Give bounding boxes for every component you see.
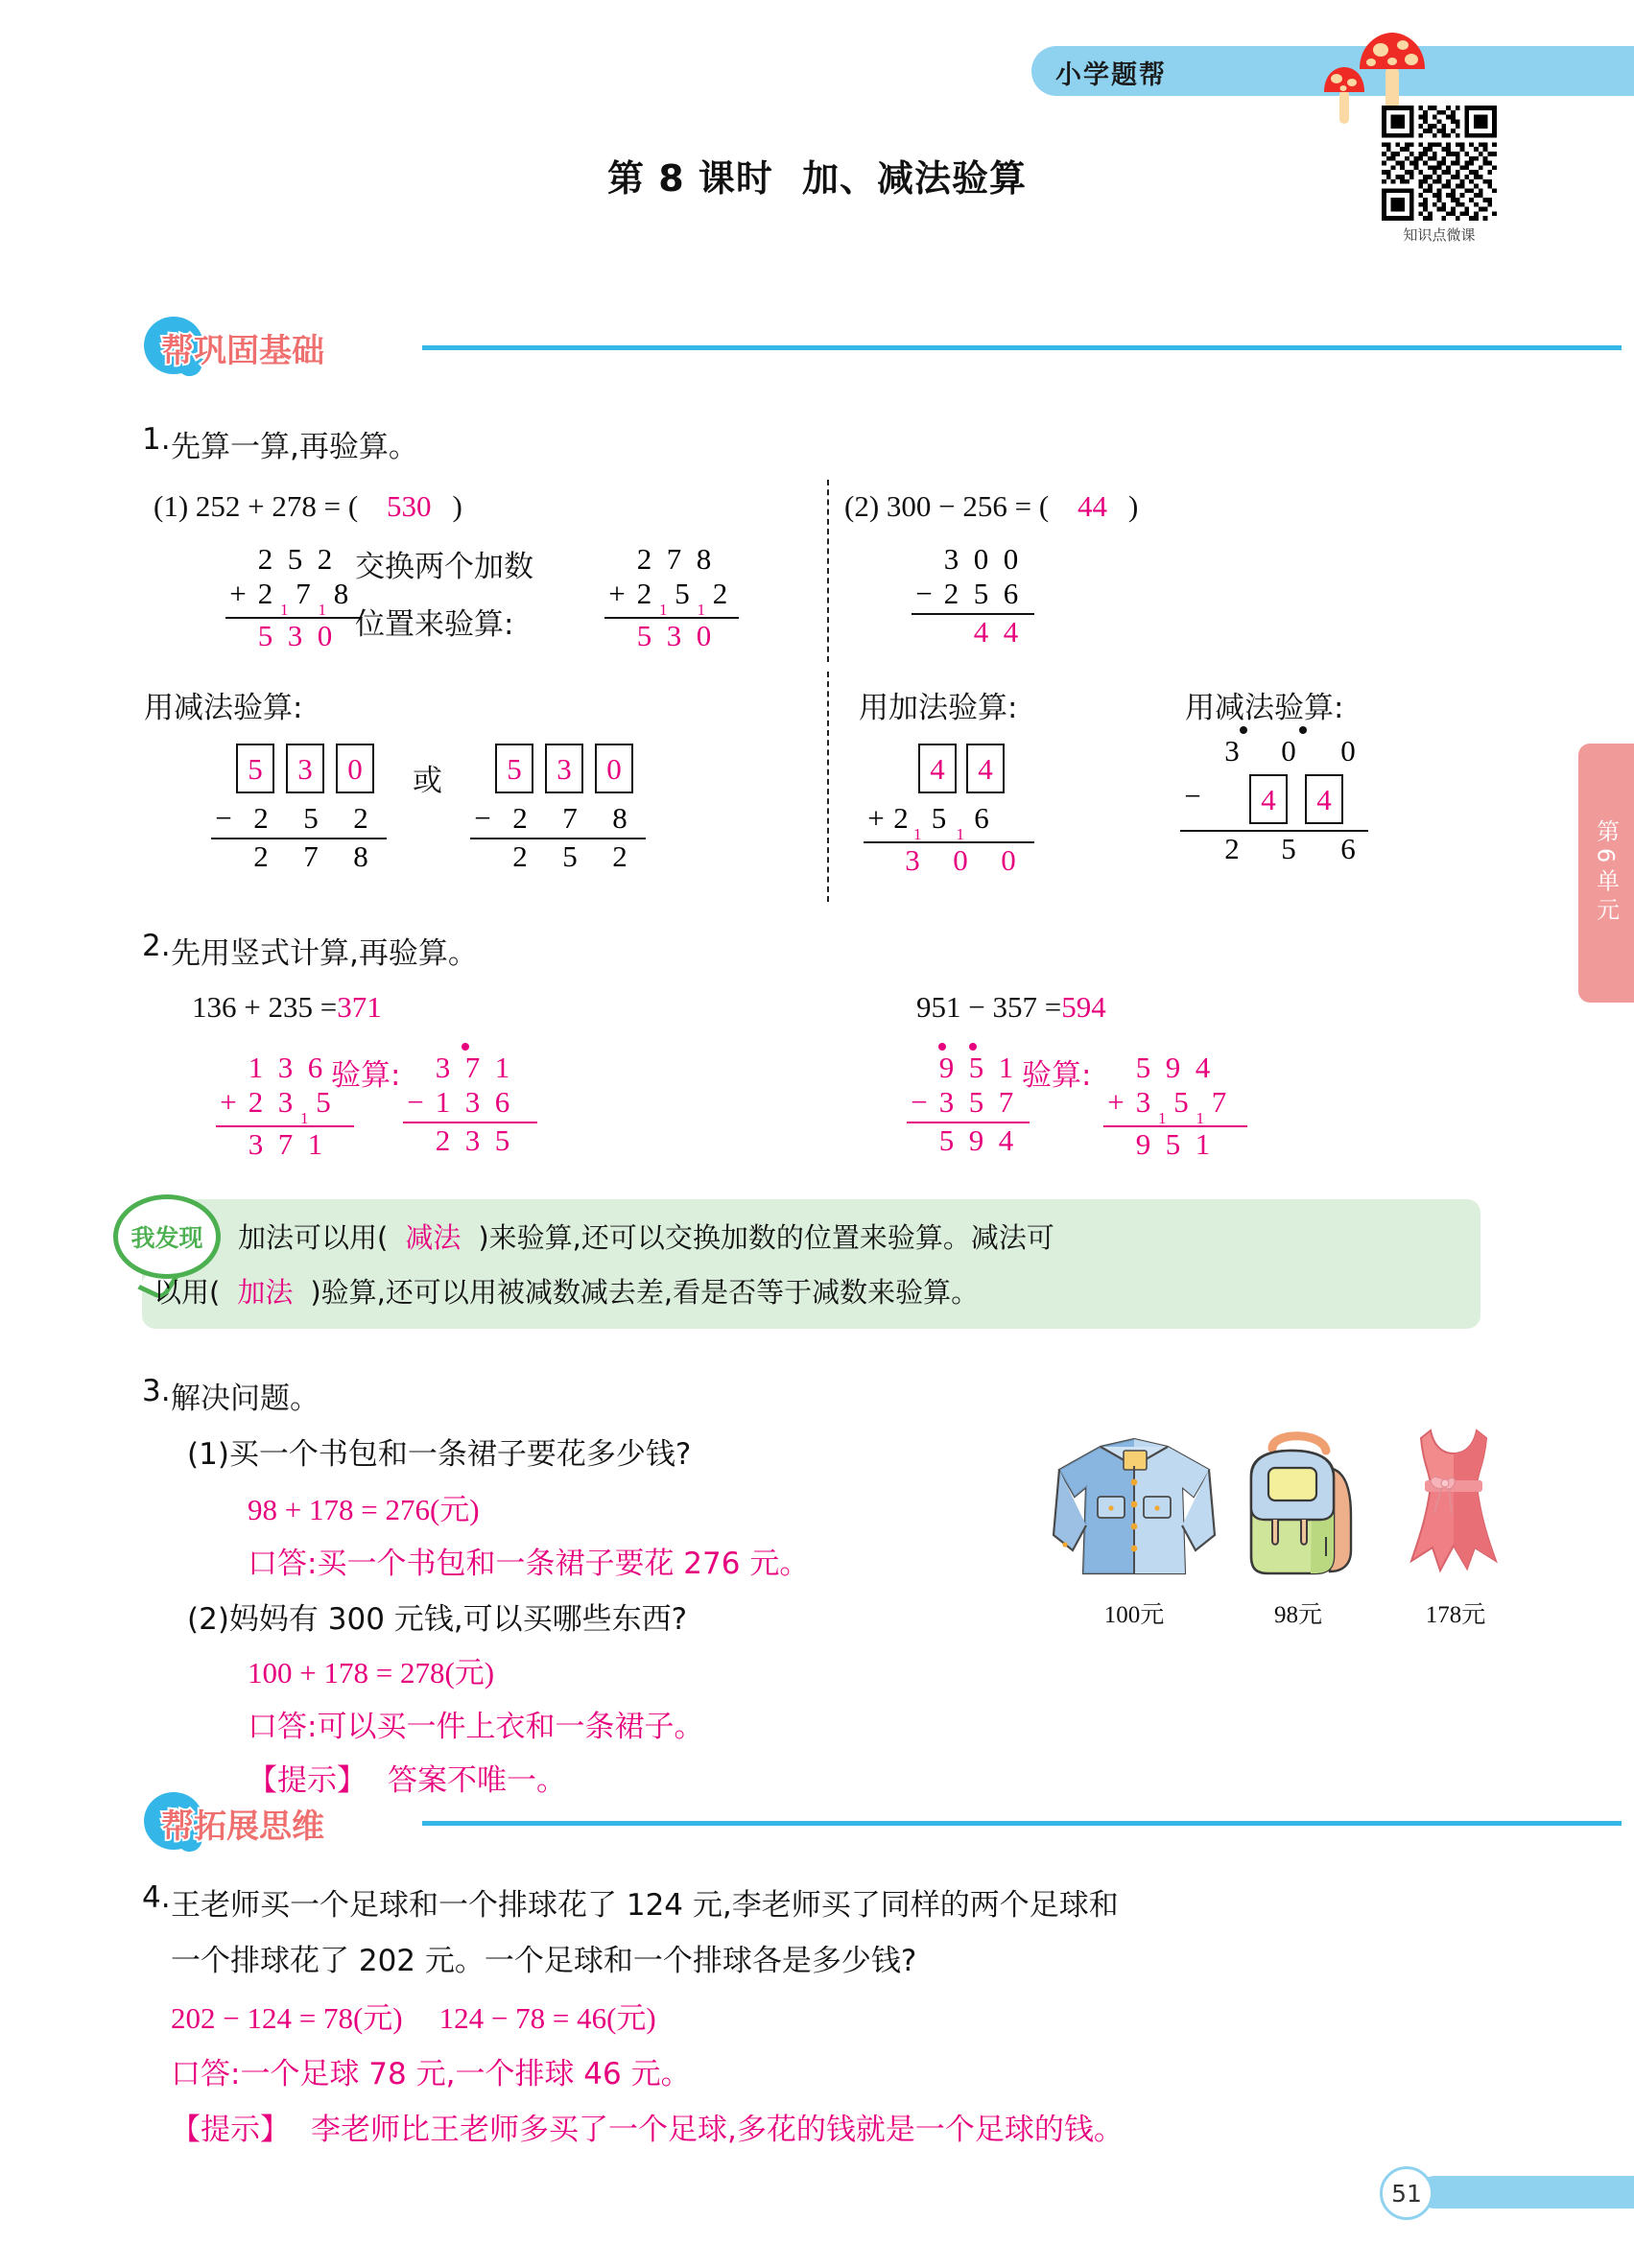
brand-label: 小学题帮 xyxy=(1055,60,1167,90)
section-header-consolidate xyxy=(144,317,1478,374)
q3-p1-work[interactable]: 98 + 178 = 276(元) xyxy=(248,1493,480,1526)
q1-column-divider xyxy=(827,480,829,662)
q1a-v1-bottom: + 2 $_1$ 7 $_1$ 8 xyxy=(229,577,349,620)
q3-prompt: 解决问题。 xyxy=(171,1382,320,1416)
q2-right-answer[interactable]: 594 xyxy=(1061,990,1106,1024)
q1b-vertical xyxy=(912,542,1034,650)
q1b-cs-boxes[interactable]: − 4 4 xyxy=(1180,774,1378,824)
q1-number: 1. xyxy=(142,422,171,457)
q2l-v-top: 1 3 6 xyxy=(248,1051,323,1084)
q1b-cs-result: 2 5 6 xyxy=(1224,832,1356,865)
q2l-c-result: 2 3 5 xyxy=(435,1123,510,1157)
q1-column-divider-2 xyxy=(827,672,829,902)
q2-left-check xyxy=(403,1051,537,1158)
q3-p2-question: (2)妈妈有 300 元钱,可以买哪些东西? xyxy=(187,1602,688,1637)
q1b-check-add xyxy=(864,744,1034,878)
discovery-blank-2[interactable]: 加法 xyxy=(237,1276,294,1309)
q2-right-equation: 951 − 357 =594 xyxy=(916,990,1106,1024)
borrow-dot-q2r-2 xyxy=(969,1043,977,1051)
q3-p1-answer[interactable]: 口答:买一个书包和一条裙子要花 276 元。 xyxy=(248,1547,810,1581)
discovery-bubble-label: 我发现 xyxy=(130,1224,203,1252)
discovery-line-1: 加法可以用( 减法 )来验算,还可以交换加数的位置来验算。减法可 xyxy=(238,1221,1054,1254)
q2-right-check-word: 验算: xyxy=(1022,1058,1092,1093)
q1a-answer[interactable]: 530 xyxy=(386,489,432,523)
q3-p1-question: (1)买一个书包和一条裙子要花多少钱? xyxy=(187,1437,692,1472)
page-title xyxy=(0,149,1634,201)
q4-line-1: 王老师买一个足球和一个排球花了 124 元,李老师买了同样的两个足球和 xyxy=(171,1888,1119,1923)
q2l-c-bottom: − 1 3 6 xyxy=(407,1085,510,1119)
q1b-check-sub-label: 用减法验算: xyxy=(1185,691,1344,725)
q4-hint: 【提示】 李老师比王老师多买了一个足球,多花的钱就是一个足球的钱。 xyxy=(171,2113,1124,2147)
q3-p2-answer[interactable]: 口答:可以买一件上衣和一条裙子。 xyxy=(248,1710,704,1744)
q1b-v-top: 3 0 0 xyxy=(943,542,1019,576)
q1a-check-2 xyxy=(470,744,646,874)
q1a-v1-sum[interactable]: 5 3 0 xyxy=(257,619,333,653)
q3-p2-work[interactable]: 100 + 178 = 278(元) xyxy=(248,1656,495,1689)
q2r-c-bottom: + 3 $_1$ 5 $_1$ 7 xyxy=(1107,1085,1227,1128)
q2r-v-bottom: − 3 5 7 xyxy=(911,1085,1014,1119)
q1a-vertical-1 xyxy=(225,542,360,653)
q2-left-check-word: 验算: xyxy=(331,1058,401,1093)
q4-number: 4. xyxy=(142,1880,171,1915)
q1a-note-line2: 位置来验算: xyxy=(355,607,514,642)
q2-number: 2. xyxy=(142,929,171,963)
q1b-check-sub xyxy=(1180,734,1378,866)
q2-right-vertical[interactable] xyxy=(907,1051,1030,1158)
unit-side-tab xyxy=(1578,744,1634,1003)
q1a-equation: (1) 252 + 278 = ( 530 ) xyxy=(154,489,462,523)
borrow-dot-q2l xyxy=(462,1043,469,1051)
footer-bar xyxy=(1418,2176,1634,2209)
unit-side-tab-label: 第6单元 xyxy=(1592,819,1620,927)
q1a-c2-boxes[interactable]: 5 3 0 xyxy=(470,744,646,793)
q1b-v-bottom: − 2 5 6 xyxy=(915,577,1019,610)
section-badge-label: 帮巩固基础 xyxy=(161,332,324,370)
q1a-c1-result: 2 7 8 xyxy=(253,839,368,873)
section2-rule xyxy=(422,1821,1622,1826)
q1a-v2-bottom: + 2 $_1$ 5 $_1$ 2 xyxy=(608,577,728,620)
q1b-cs-top: 3 0 0 xyxy=(1180,734,1378,768)
price-jacket: 100元 xyxy=(1103,1602,1165,1628)
q1b-check-add-label: 用加法验算: xyxy=(859,691,1018,725)
price-dress: 178元 xyxy=(1425,1602,1486,1628)
q1a-or: 或 xyxy=(413,764,442,798)
q1a-c1-boxes[interactable]: 5 3 0 xyxy=(211,744,387,793)
borrow-dot-2 xyxy=(1299,726,1307,734)
section2-badge-label: 帮拓展思维 xyxy=(161,1807,324,1846)
q2r-v-result: 5 9 4 xyxy=(938,1123,1014,1157)
q2r-c-sum: 9 5 1 xyxy=(1135,1127,1211,1162)
discovery-line-2: 以用( 加法 )验算,还可以用被减数减去差,看是否等于减数来验算。 xyxy=(154,1276,980,1309)
q3-number: 3. xyxy=(142,1374,171,1408)
q1b-ca-add: + 2 $_1$ 5 $_1$ 6 xyxy=(867,801,989,844)
q1b-ca-sum: 3 0 0 xyxy=(905,843,1016,878)
section-header-expand xyxy=(144,1792,1478,1850)
dress-illustration xyxy=(1396,1425,1511,1590)
q1a-vertical-2 xyxy=(604,542,739,653)
price-backpack: 98元 xyxy=(1273,1602,1322,1628)
q1a-check-label: 用减法验算: xyxy=(144,691,303,725)
q1a-c2-sub: − 2 7 8 xyxy=(474,801,628,835)
qr-caption: 知识点微课 xyxy=(1403,226,1476,244)
q1b-answer[interactable]: 44 xyxy=(1077,489,1107,523)
q4-line-2: 一个排球花了 202 元。一个足球和一个排球各是多少钱? xyxy=(171,1944,917,1978)
q4-answer[interactable]: 口答:一个足球 78 元,一个排球 46 元。 xyxy=(171,2057,691,2091)
page-title-lesson: 第 8 课时 xyxy=(607,157,773,200)
q1a-c2-result: 2 5 2 xyxy=(512,839,628,873)
discovery-bubble xyxy=(113,1194,221,1279)
q2r-c-top: 5 9 4 xyxy=(1135,1051,1211,1084)
q2-right-check xyxy=(1103,1051,1247,1162)
discovery-blank-1[interactable]: 减法 xyxy=(405,1221,462,1254)
borrow-dot-q2r-1 xyxy=(938,1043,946,1051)
backpack-illustration xyxy=(1238,1429,1362,1588)
q1a-v1-top: 2 5 2 xyxy=(257,542,333,576)
page-number: 51 xyxy=(1380,2166,1433,2220)
q1a-v2-top: 2 7 8 xyxy=(636,542,712,576)
q4-work[interactable]: 202 − 124 = 78(元) 124 − 78 = 46(元) xyxy=(171,2001,656,2035)
q2-left-equation: 136 + 235 =371 xyxy=(192,990,382,1024)
q2l-c-top: 3 7 1 xyxy=(403,1051,537,1085)
q1a-check-1 xyxy=(211,744,387,874)
section-rule xyxy=(422,345,1622,350)
q2-left-answer[interactable]: 371 xyxy=(337,990,382,1024)
q1b-ca-boxes[interactable]: 4 4 xyxy=(864,744,1034,793)
q1a-v2-sum[interactable]: 5 3 0 xyxy=(636,619,712,653)
q1a-note-line1: 交换两个加数 xyxy=(355,550,533,584)
borrow-dot-1 xyxy=(1240,726,1247,734)
q2l-v-sum: 3 7 1 xyxy=(248,1127,323,1162)
q1b-equation: (2) 300 − 256 = ( 44 ) xyxy=(844,489,1139,523)
q2-prompt: 先用竖式计算,再验算。 xyxy=(171,936,478,971)
q3-p2-hint: 【提示】 答案不唯一。 xyxy=(248,1763,566,1798)
q2l-v-bottom: + 2 3 $_1$ 5 xyxy=(220,1085,331,1128)
q1a-c1-sub: − 2 5 2 xyxy=(215,801,368,835)
mushroom-small-icon xyxy=(1322,65,1366,125)
page-title-topic: 加、减法验算 xyxy=(801,157,1027,200)
q1-prompt: 先算一算,再验算。 xyxy=(171,430,418,464)
q1b-v-diff[interactable]: 4 4 xyxy=(973,615,1019,649)
q2r-v-top: 9 5 1 xyxy=(907,1051,1030,1085)
jacket-illustration xyxy=(1048,1429,1220,1588)
